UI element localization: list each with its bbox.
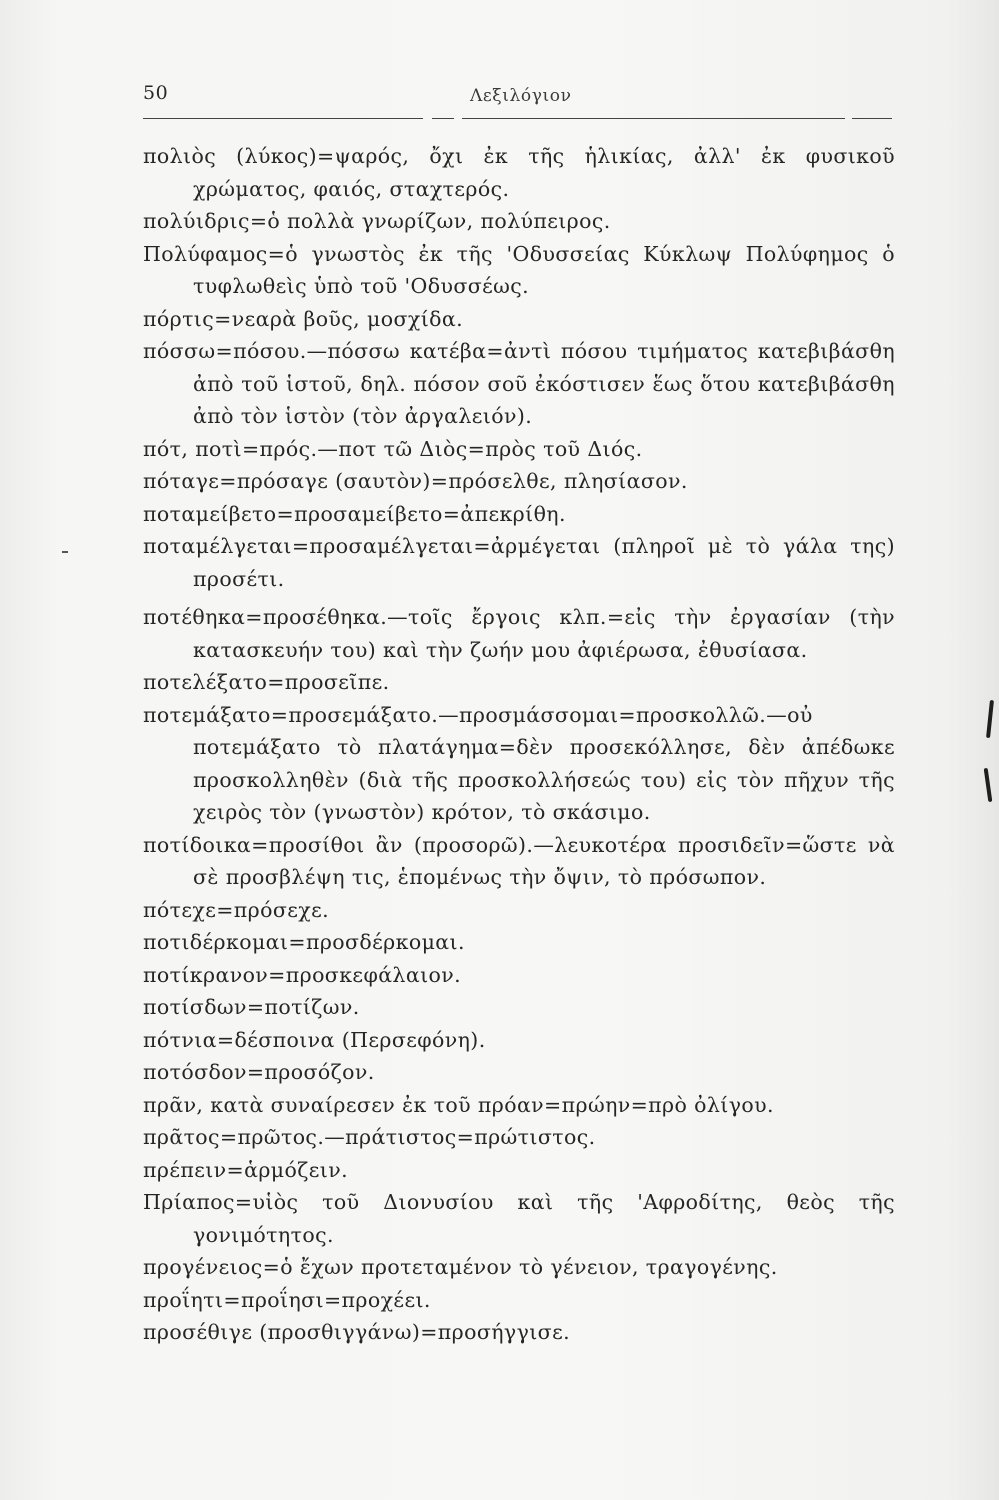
lexicon-entry: ποταμείβετο=προσαμείβετο=ἀπεκρίθη. xyxy=(143,501,566,526)
lexicon-entry: Πρίαπος=υἱὸς τοῦ Διονυσίου καὶ τῆς 'Αφροδίτης, θεὸς τῆς γονιμότητος. xyxy=(143,1190,895,1247)
lexicon-entry: ποταμέλγεται=προσαμέλγεται=ἀρμέγεται (πληροῖ μὲ τὸ γάλα της) προσέτι. xyxy=(143,534,895,591)
header-rule-right xyxy=(462,118,845,119)
margin-ink-mark-upper xyxy=(986,700,994,738)
lexicon-entry: πόρτις=νεαρὰ βοῦς, μοσχίδα. xyxy=(143,306,464,331)
header-rule-left xyxy=(143,118,423,119)
lexicon-entry: πρέπειν=ἁρμόζειν. xyxy=(143,1157,349,1182)
header-rule-gap-left xyxy=(432,118,454,119)
lexicon-entry: πότεχε=πρόσεχε. xyxy=(143,897,330,922)
lexicon-entry: πολιὸς (λύκος)=ψαρός, ὄχι ἐκ τῆς ἡλικίας, ἀλλ' ἐκ φυσικοῦ χρώματος, φαιός, σταχτερός. xyxy=(143,144,895,201)
lexicon-entry: ποτελέξατο=προσεῖπε. xyxy=(143,670,390,694)
lexicon-entry: πόσσω=πόσου.—πόσσω κατέβα=ἀντὶ πόσου τιμήματος κατεβιβάσθη ἀπὸ τοῦ ἱστοῦ, δηλ. πόσον σοῦ ἐκόστισεν ἕως ὅτου κατεβιβάσθη ἀπὸ τὸν ἱστὸν (τὸν ἀργαλειόν). xyxy=(143,339,895,428)
lexicon-entry: ποτιδέρκομαι=προσδέρκομαι. xyxy=(143,930,465,954)
lexicon-entry: ποτέθηκα=προσέθηκα.—τοῖς ἔργοις κλπ.=εἰς τὴν ἐργασίαν (τὴν κατασκευήν του) καὶ τὴν ζωήν μου ἀφιέρωσα, ἐθυσίασα. xyxy=(143,605,895,662)
lexicon-entry: προσέθιγε (προσθιγγάνω)=προσήγγισε. xyxy=(143,1320,571,1344)
lexicon-entry: πρᾶτος=πρῶτος.—πράτιστος=πρώτιστος. xyxy=(143,1125,596,1149)
lexicon-entry: πόταγε=πρόσαγε (σαυτὸν)=πρόσελθε, πλησίασον. xyxy=(143,469,688,493)
margin-ink-mark-lower xyxy=(984,768,993,802)
lexicon-entry: ποτόσδον=προσόζον. xyxy=(143,1060,375,1084)
header-rule-end xyxy=(852,118,892,119)
lexicon-entry: προγένειος=ὁ ἔχων προτεταμένον τὸ γένειον, τραγογένης. xyxy=(143,1255,778,1279)
lexicon-entries xyxy=(143,140,895,1349)
page-number: 50 xyxy=(143,82,169,104)
lexicon-entry: ποτίσδων=ποτίζων. xyxy=(143,995,360,1019)
lexicon-entry: ποτεμάξατο=προσεμάξατο.—προσμάσσομαι=προσκολλῶ.—οὐ ποτεμάξατο τὸ πλατάγημα=δὲν προσεκόλλησε, δὲν ἀπέδωκε προσκολληθὲν (διὰ τῆς προσκολλήσεώς του) εἰς τὸν πῆχυν τῆς χειρὸς τὸν (γνωστὸν) κρότον, τὸ σκάσιμο. xyxy=(143,702,895,824)
lexicon-entry: πότ, ποτὶ=πρός.—ποτ τῶ Διὸς=πρὸς τοῦ Διός. xyxy=(143,436,643,461)
lexicon-entry: Πολύφαμος=ὁ γνωστὸς ἐκ τῆς 'Οδυσσείας Κύκλωψ Πολύφημος ὁ τυφλωθεὶς ὑπὸ τοῦ 'Οδυσσέως. xyxy=(143,241,895,298)
lexicon-entry: πολύιδρις=ὁ πολλὰ γνωρίζων, πολύπειρος. xyxy=(143,209,611,233)
lexicon-entry: ποτίκρανον=προσκεφάλαιον. xyxy=(143,962,462,987)
margin-dash-mark xyxy=(62,551,68,553)
lexicon-entry: προΐητι=προΐησι=προχέει. xyxy=(143,1287,431,1312)
lexicon-entry: πότνια=δέσποινα (Περσεφόνη). xyxy=(143,1027,486,1052)
running-title: Λεξιλόγιον xyxy=(470,86,572,106)
lexicon-entry: ποτίδοικα=προσίθοι ἂν (προσορῶ).—λευκοτέρα προσιδεῖν=ὥστε νὰ σὲ προσβλέψη τις, ἑπομένως τὴν ὄψιν, τὸ πρόσωπον. xyxy=(143,832,895,889)
lexicon-entry: πρᾶν, κατὰ συναίρεσεν ἐκ τοῦ πρόαν=πρώην=πρὸ ὀλίγου. xyxy=(143,1092,774,1117)
